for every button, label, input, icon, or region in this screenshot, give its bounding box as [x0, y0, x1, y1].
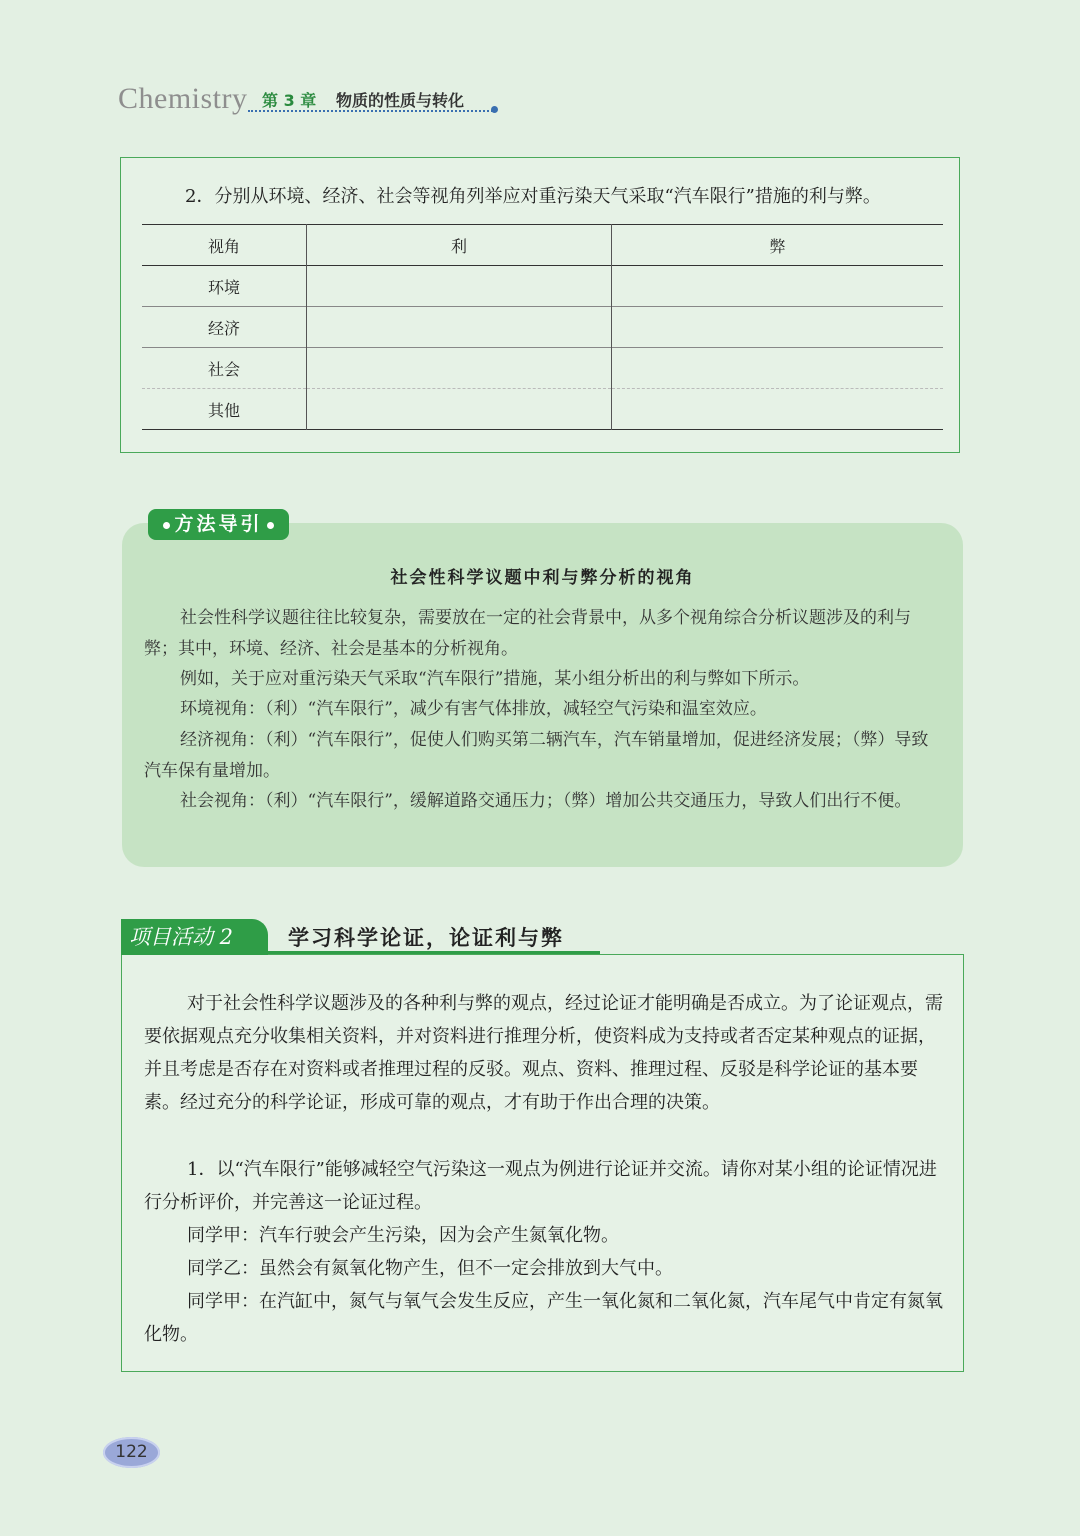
table-row — [142, 266, 943, 307]
row-label-environment: 环境 — [142, 266, 307, 307]
activity-paragraph: 1．以“汽车限行”能够减轻空气污染这一观点为例进行论证并交流。请你对某小组的论证情况进行分析评价，并完善这一论证过程。 — [144, 1159, 937, 1213]
method-paragraph: 例如，关于应对重污染天气采取“汽车限行”措施，某小组分析出的利与弊如下所示。 — [180, 669, 810, 689]
chapter-title: 物质的性质与转化 — [336, 91, 465, 110]
pros-cons-table — [142, 224, 943, 430]
book-title: Chemistry — [118, 82, 248, 115]
question-text: 2．分别从环境、经济、社会等视角列举应对重污染天气采取“汽车限行”措施的利与弊。 — [185, 186, 881, 207]
method-paragraph: 社会性科学议题往往比较复杂，需要放在一定的社会背景中，从多个视角综合分析议题涉及的利与弊；其中，环境、经济、社会是基本的分析视角。 — [144, 608, 911, 659]
header-rule-dot — [491, 106, 498, 113]
column-header-pros: 利 — [307, 225, 612, 266]
method-paragraph: 经济视角：（利）“汽车限行”，促使人们购买第二辆汽车，汽车销量增加，促进经济发展；（弊）导致汽车保有量增加。 — [144, 730, 929, 781]
row-label-society: 社会 — [142, 348, 307, 389]
dialogue-line: 同学乙：虽然会有氮氧化物产生，但不一定会排放到大气中。 — [187, 1258, 673, 1279]
page-number: 122 — [103, 1437, 160, 1468]
pros-cell — [307, 348, 612, 389]
cons-cell — [612, 266, 944, 307]
bullet-dot-icon — [267, 522, 274, 529]
method-guide-title: 社会性科学议题中利与弊分析的视角 — [390, 568, 695, 588]
method-paragraph: 环境视角：（利）“汽车限行”，减少有害气体排放，减轻空气污染和温室效应。 — [180, 699, 767, 719]
question-box — [120, 157, 960, 453]
cons-cell — [612, 307, 944, 348]
column-header-perspective: 视角 — [142, 225, 307, 266]
project-title-underline — [268, 951, 600, 954]
cons-cell — [612, 389, 944, 430]
table-row — [142, 348, 943, 389]
table-header-row — [142, 225, 943, 266]
project-activity-title: 学习科学论证，论证利与弊 — [288, 925, 564, 950]
chapter-number: 第 3 章 — [262, 91, 317, 110]
header-dotted-rule — [248, 110, 493, 112]
cons-cell — [612, 348, 944, 389]
dialogue-line: 同学甲：汽车行驶会产生污染，因为会产生氮氧化物。 — [187, 1225, 619, 1246]
method-paragraph: 社会视角：（利）“汽车限行”，缓解道路交通压力；（弊）增加公共交通压力，导致人们出行不便。 — [180, 791, 912, 811]
dialogue-line: 同学甲：在汽缸中，氮气与氧气会发生反应，产生一氧化氮和二氧化氮，汽车尾气中肯定有氮氧化物。 — [144, 1291, 943, 1345]
pros-cell — [307, 266, 612, 307]
column-header-cons: 弊 — [769, 236, 786, 256]
row-label-other: 其他 — [142, 389, 307, 430]
row-label-economy: 经济 — [142, 307, 307, 348]
pros-cell — [307, 389, 612, 430]
pros-cell — [307, 307, 612, 348]
project-activity-tag: 项目活动 2 — [121, 919, 268, 955]
table-row — [142, 307, 943, 348]
method-guide-label: 方法导引 — [174, 513, 263, 535]
bullet-dot-icon — [163, 522, 170, 529]
activity-paragraph: 对于社会性科学议题涉及的各种利与弊的观点，经过论证才能明确是否成立。为了论证观点，需要依据观点充分收集相关资料，并对资料进行推理分析，使资料成为支持或者否定某种观点的证据，并且考虑是否存在对资料或者推理过程的反驳。观点、资料、推理过程、反驳是科学论证的基本要素。经过充分的科学论证，形成可靠的观点，才有助于作出合理的决策。 — [144, 993, 943, 1113]
running-header — [118, 80, 498, 120]
method-guide-tag — [148, 509, 289, 540]
table-row — [142, 389, 943, 430]
